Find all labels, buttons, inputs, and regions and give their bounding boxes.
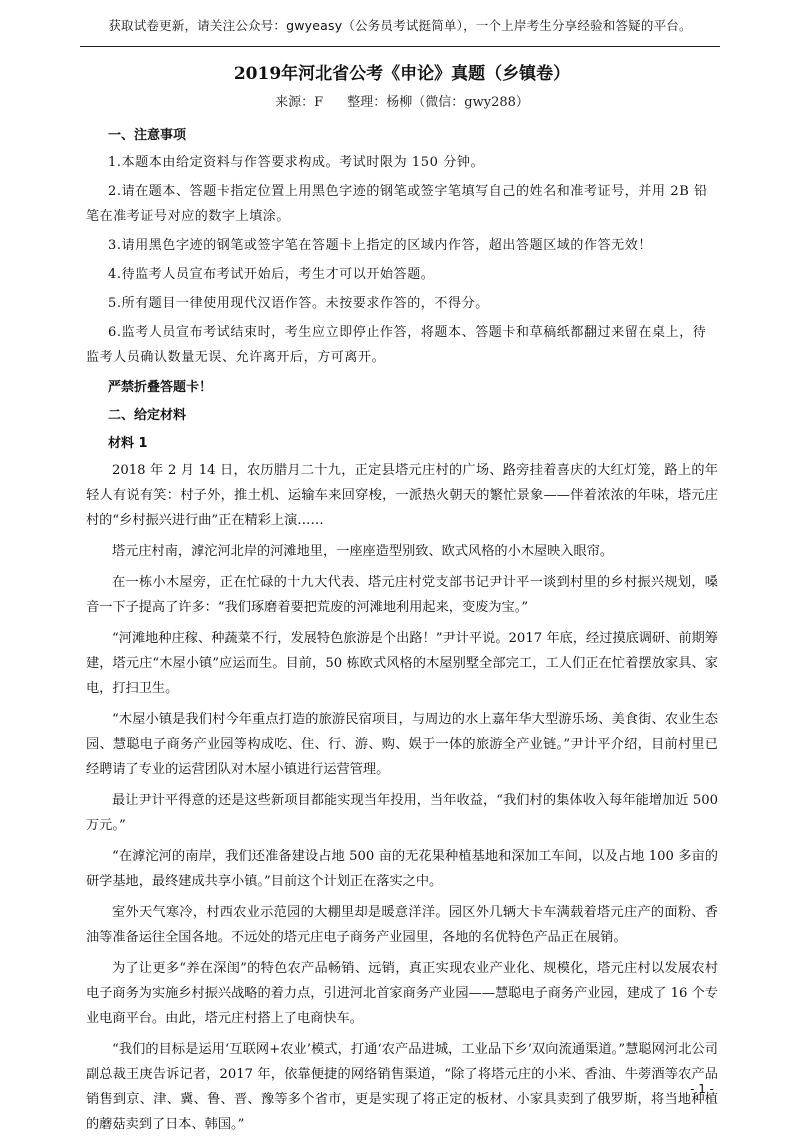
top-banner: 获取试卷更新，请关注公众号：gwyeasy（公务员考试挺简单），一个上岸考生分享经验和答疑的平台。 bbox=[108, 18, 692, 33]
notice-item: 5.所有题目一律使用现代汉语作答。未按要求作答的，不得分。 bbox=[108, 296, 489, 311]
header-divider bbox=[80, 46, 720, 47]
editor-text: 整理：杨柳（微信：gwy288） bbox=[347, 95, 529, 110]
material-paragraph: 在一栋小木屋旁，正在忙碌的十九大代表、塔元庄村党支部书记尹计平一谈到村里的乡村振兴规划，嗓音一下子提高了许多：“我们琢磨着要把荒废的河滩地利用起来，变废为宝。” bbox=[86, 575, 718, 615]
page-title: 2019年河北省公考《申论》真题（乡镇卷） bbox=[233, 64, 571, 84]
notice-item: 2.请在题本、答题卡指定位置上用黑色字迹的钢笔或签字笔填写自己的姓名和准考证号，并用 2B 铅笔在准考证号对应的数字上填涂。 bbox=[86, 184, 708, 224]
material-paragraph: 最让尹计平得意的还是这些新项目都能实现当年投用，当年收益，“我们村的集体收入每年能增加近 500 万元。” bbox=[86, 793, 718, 833]
notice-item: 6.监考人员宣布考试结束时，考生应立即停止作答，将题本、答题卡和草稿纸都翻过来留在桌上，待监考人员确认数量无误、允许离开后，方可离开。 bbox=[86, 325, 707, 365]
source-line bbox=[86, 92, 718, 114]
page-number: - 1 - bbox=[690, 1082, 714, 1096]
material-paragraph: “木屋小镇是我们村今年重点打造的旅游民宿项目，与周边的水上嘉年华大型游乐场、美食街、农业生态园、慧聪电子商务产业园等构成吃、住、行、游、购、娱于一体的旅游全产业链。”尹计平介绍，目前村里已经聘请了专业的运营团队对木屋小镇进行运营管理。 bbox=[86, 712, 718, 777]
notice-item: 3.请用黑色字迹的钢笔或签字笔在答题卡上指定的区域内作答，超出答题区域的作答无效！ bbox=[108, 238, 653, 253]
section-heading-materials: 二、给定材料 bbox=[108, 408, 187, 423]
material-paragraph: “河滩地种庄稼、种蔬菜不行，发展特色旅游是个出路！”尹计平说。2017 年底，经过摸底调研、前期筹建，塔元庄“木屋小镇”应运而生。目前，50 栋欧式风格的木屋别墅全部完工，工人们正在忙着摆放家具、家电，打扫卫生。 bbox=[86, 631, 718, 696]
material-paragraph: 室外天气寒冷，村西农业示范园的大棚里却是暖意洋洋。园区外几辆大卡车满载着塔元庄产的面粉、香油等准备运往全国各地。不远处的塔元庄电子商务产业园里，各地的名优特色产品正在展销。 bbox=[86, 905, 718, 945]
material-paragraph: “我们的目标是运用‘互联网+农业’模式，打通‘农产品进城，工业品下乡’双向流通渠道。”慧聪网河北公司副总裁王庚告诉记者，2017 年，依靠便捷的网络销售渠道，“除了将塔元庄的小米、香油、牛蒡酒等农产品销售到京、津、冀、鲁、晋、豫等多个省市，更是实现了将正定的板材、小家具卖到了俄罗斯，将当地种植的蘑菇卖到了日本、韩国。” bbox=[86, 1042, 718, 1132]
section-heading-notice: 一、注意事项 bbox=[108, 128, 187, 143]
material-paragraph: 2018 年 2 月 14 日，农历腊月二十九，正定县塔元庄村的广场、路旁挂着喜庆的大红灯笼，路上的年轻人有说有笑：村子外，推土机、运输车来回穿梭，一派热火朝天的繁忙景象——伴着浓浓的年味，塔元庄村的“乡村振兴进行曲”正在精彩上演…… bbox=[86, 463, 718, 528]
source-text: 来源：F bbox=[275, 95, 324, 110]
notice-item: 1.本题本由给定资料与作答要求构成。考试时限为 150 分钟。 bbox=[108, 155, 485, 170]
document-body bbox=[86, 60, 718, 1143]
material-paragraph: “在滹沱河的南岸，我们还准备建设占地 500 亩的无花果种植基地和深加工车间，以及占地 100 多亩的研学基地，最终建成共享小镇。”目前这个计划正在落实之中。 bbox=[86, 849, 718, 889]
warning-text: 严禁折叠答题卡！ bbox=[108, 380, 213, 395]
material-paragraph: 塔元庄村南，滹沱河北岸的河滩地里，一座座造型别致、欧式风格的小木屋映入眼帘。 bbox=[112, 544, 614, 559]
material-paragraph: 为了让更多“养在深闺”的特色农产品畅销、远销，真正实现农业产业化、规模化，塔元庄村以发展农村电子商务为实施乡村振兴战略的着力点，引进河北首家商务产业园——慧聪电子商务产业园，建成了 16 个专业电商平台。由此，塔元庄村搭上了电商快车。 bbox=[86, 961, 718, 1026]
notice-item: 4.待监考人员宣布考试开始后，考生才可以开始答题。 bbox=[108, 267, 435, 282]
material-label: 材料 1 bbox=[108, 436, 148, 451]
